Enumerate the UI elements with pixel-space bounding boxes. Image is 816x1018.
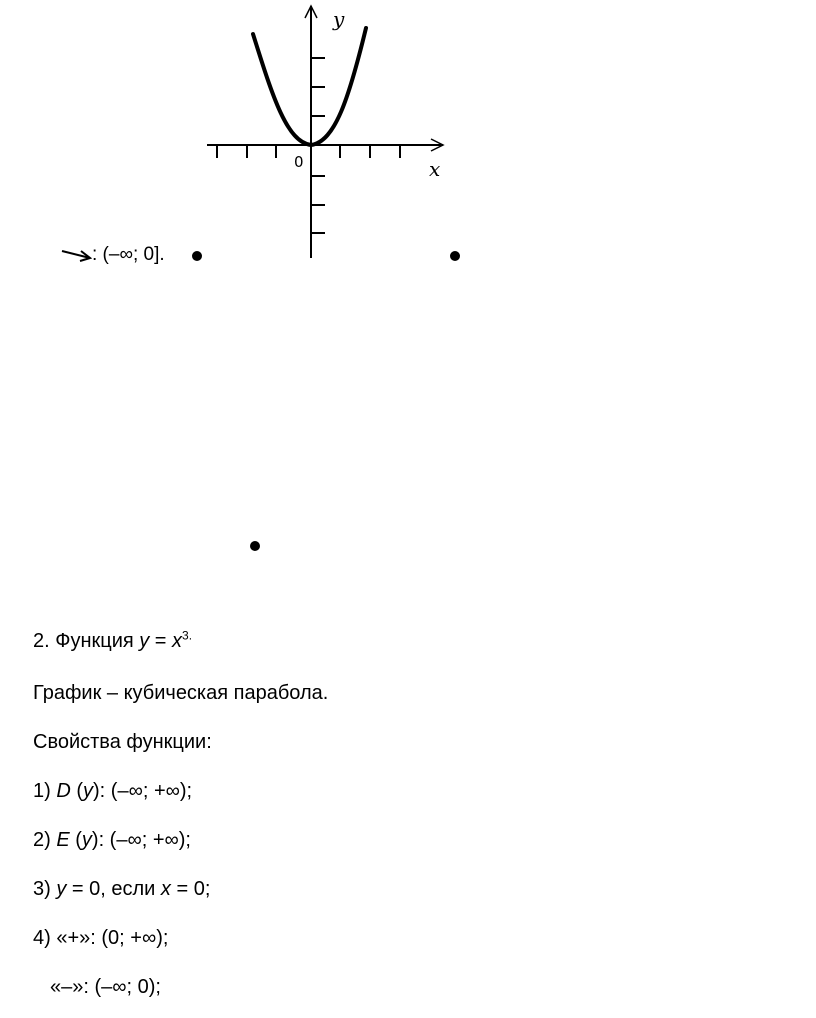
x-axis-label: x: [429, 157, 441, 181]
x-ticks: [217, 145, 400, 158]
parabola-curve: [253, 28, 366, 145]
bullet-dot: [250, 541, 260, 551]
property-3: 3) y = 0, если x = 0;: [33, 878, 211, 900]
bullet-dot: [450, 251, 460, 261]
range-note: [60, 244, 165, 266]
parabola-graph: [195, 0, 455, 265]
property-4: 4) «+»: (0; +∞);: [33, 927, 169, 949]
property-1: 1) D (y): (–∞; +∞);: [33, 780, 193, 802]
arrow-icon: [60, 247, 92, 263]
properties-heading: Свойства функции:: [33, 731, 212, 753]
origin-label: 0: [294, 153, 304, 171]
property-4-negative: «–»: (–∞; 0);: [50, 976, 161, 998]
range-note-text: : (–∞; 0].: [92, 244, 165, 265]
graph-description: График – кубическая парабола.: [33, 682, 329, 704]
bullet-dot: [192, 251, 202, 261]
y-axis-label: y: [333, 7, 345, 31]
property-2: 2) E (y): (–∞; +∞);: [33, 829, 191, 851]
section-title: 2. Функция $y = x^{3.}$: [33, 628, 193, 652]
